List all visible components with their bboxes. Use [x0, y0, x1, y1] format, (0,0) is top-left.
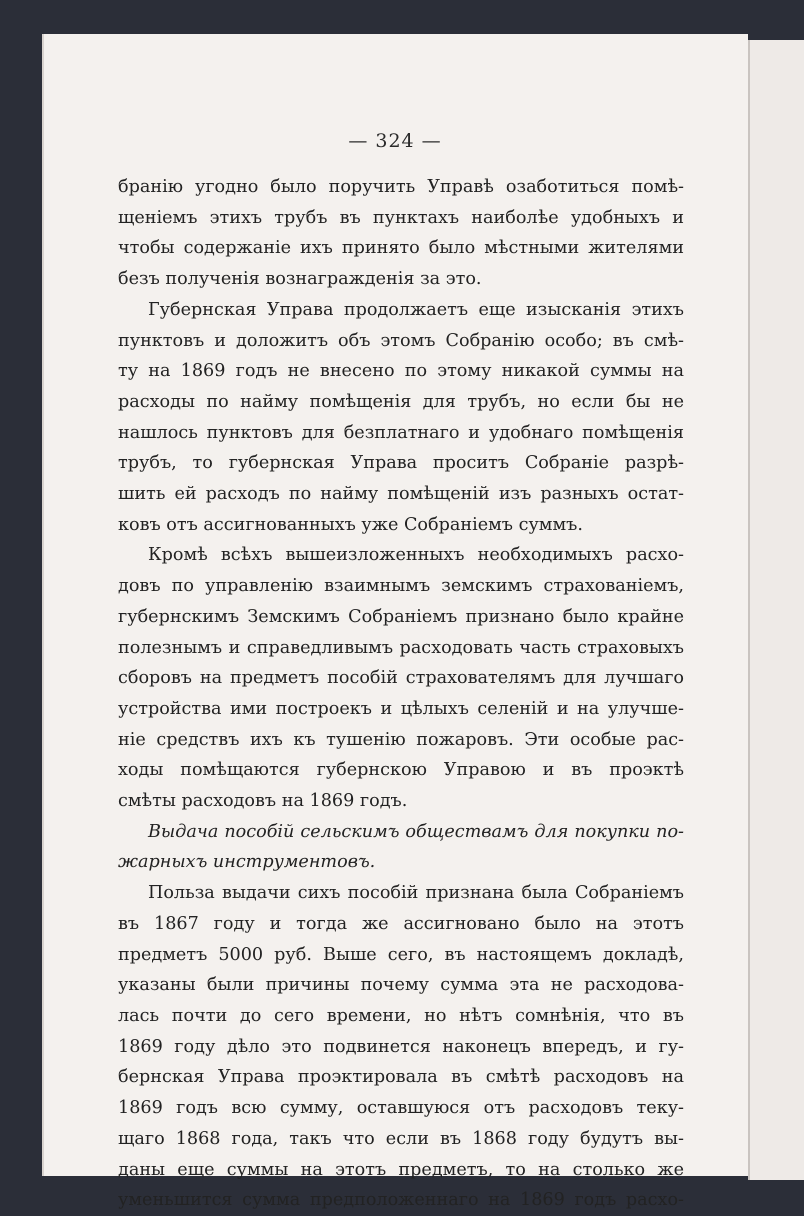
- text-line: пунктовъ и доложитъ объ этомъ Собранію особо; въ смѣ-: [118, 330, 684, 351]
- text-line: жарныхъ инструментовъ.: [118, 852, 376, 873]
- text-line: довъ по управленію взаимнымъ земскимъ страхованіемъ,: [118, 576, 684, 597]
- text-line: чтобы содержаніе ихъ принято было мѣстными жителями: [118, 238, 684, 259]
- text-line: въ 1867 году и тогда же ассигновано было на этотъ: [118, 913, 684, 934]
- text-line: ковъ отъ ассигнованныхъ уже Собраніемъ суммъ.: [118, 514, 583, 535]
- text-line: 1869 годъ всю сумму, оставшуюся отъ расходовъ теку-: [118, 1098, 684, 1119]
- text-line: указаны были причины почему сумма эта не расходова-: [118, 975, 684, 996]
- text-line: предметъ 5000 руб. Выше сего, въ настоящемъ докладѣ,: [118, 944, 684, 965]
- text-line: Польза выдачи сихъ пособій признана была Собраніемъ: [148, 883, 684, 904]
- text-line: Выдача пособій сельскимъ обществамъ для покупки по-: [148, 821, 684, 842]
- book-page: [42, 34, 748, 1211]
- text-line: Кромѣ всѣхъ вышеизложенныхъ необходимыхъ расхо-: [148, 545, 684, 566]
- text-line: лась почти до сего времени, но нѣтъ сомнѣнія, что въ: [118, 1005, 684, 1026]
- text-line: безъ полученія вознагражденія за это.: [118, 269, 482, 290]
- text-line: губернскимъ Земскимъ Собраніемъ признано было крайне: [118, 606, 684, 627]
- text-line: щаго 1868 года, такъ что если въ 1868 году будутъ вы-: [118, 1128, 684, 1149]
- text-line: ніе средствъ ихъ къ тушенію пожаровъ. Эти особые рас-: [118, 729, 684, 750]
- text-line: нашлось пунктовъ для безплатнаго и удобнаго помѣщенія: [118, 422, 684, 443]
- text-line: сборовъ на предметъ пособій страхователямъ для лучшаго: [118, 668, 684, 689]
- page-number: — 324 —: [348, 130, 442, 152]
- text-line: уменьшится сумма предположеннаго на 1869 годъ расхо-: [118, 1190, 684, 1211]
- text-line: устройства ими построекъ и цѣлыхъ селеній и на улучше-: [118, 698, 684, 719]
- text-line: Губернская Управа продолжаетъ еще изысканія этихъ: [148, 299, 684, 320]
- text-line: ту на 1869 годъ не внесено по этому никакой суммы на: [118, 361, 684, 382]
- text-line: полезнымъ и справедливымъ расходовать часть страховыхъ: [118, 637, 684, 658]
- text-line: шить ей расходъ по найму помѣщеній изъ разныхъ остат-: [118, 484, 684, 505]
- text-line: щеніемъ этихъ трубъ въ пунктахъ наиболѣе удобныхъ и: [118, 207, 684, 228]
- text-line: даны еще суммы на этотъ предметъ, то на столько же: [118, 1159, 684, 1180]
- text-line: трубъ, то губернская Управа проситъ Собраніе разрѣ-: [118, 453, 684, 474]
- text-line: ходы помѣщаются губернскою Управою и въ проэктѣ: [118, 760, 684, 781]
- page-text: [118, 172, 684, 1216]
- text-line: бернская Управа проэктировала въ смѣтѣ расходовъ на: [118, 1067, 684, 1088]
- text-line: 1869 году дѣло это подвинется наконецъ впередъ, и гу-: [118, 1036, 684, 1057]
- text-line: бранію угодно было поручить Управѣ озаботиться помѣ-: [118, 177, 684, 197]
- text-line: смѣты расходовъ на 1869 годъ.: [118, 791, 408, 812]
- next-page-edge: [748, 40, 804, 1180]
- text-line: расходы по найму помѣщенія для трубъ, но если бы не: [118, 391, 684, 412]
